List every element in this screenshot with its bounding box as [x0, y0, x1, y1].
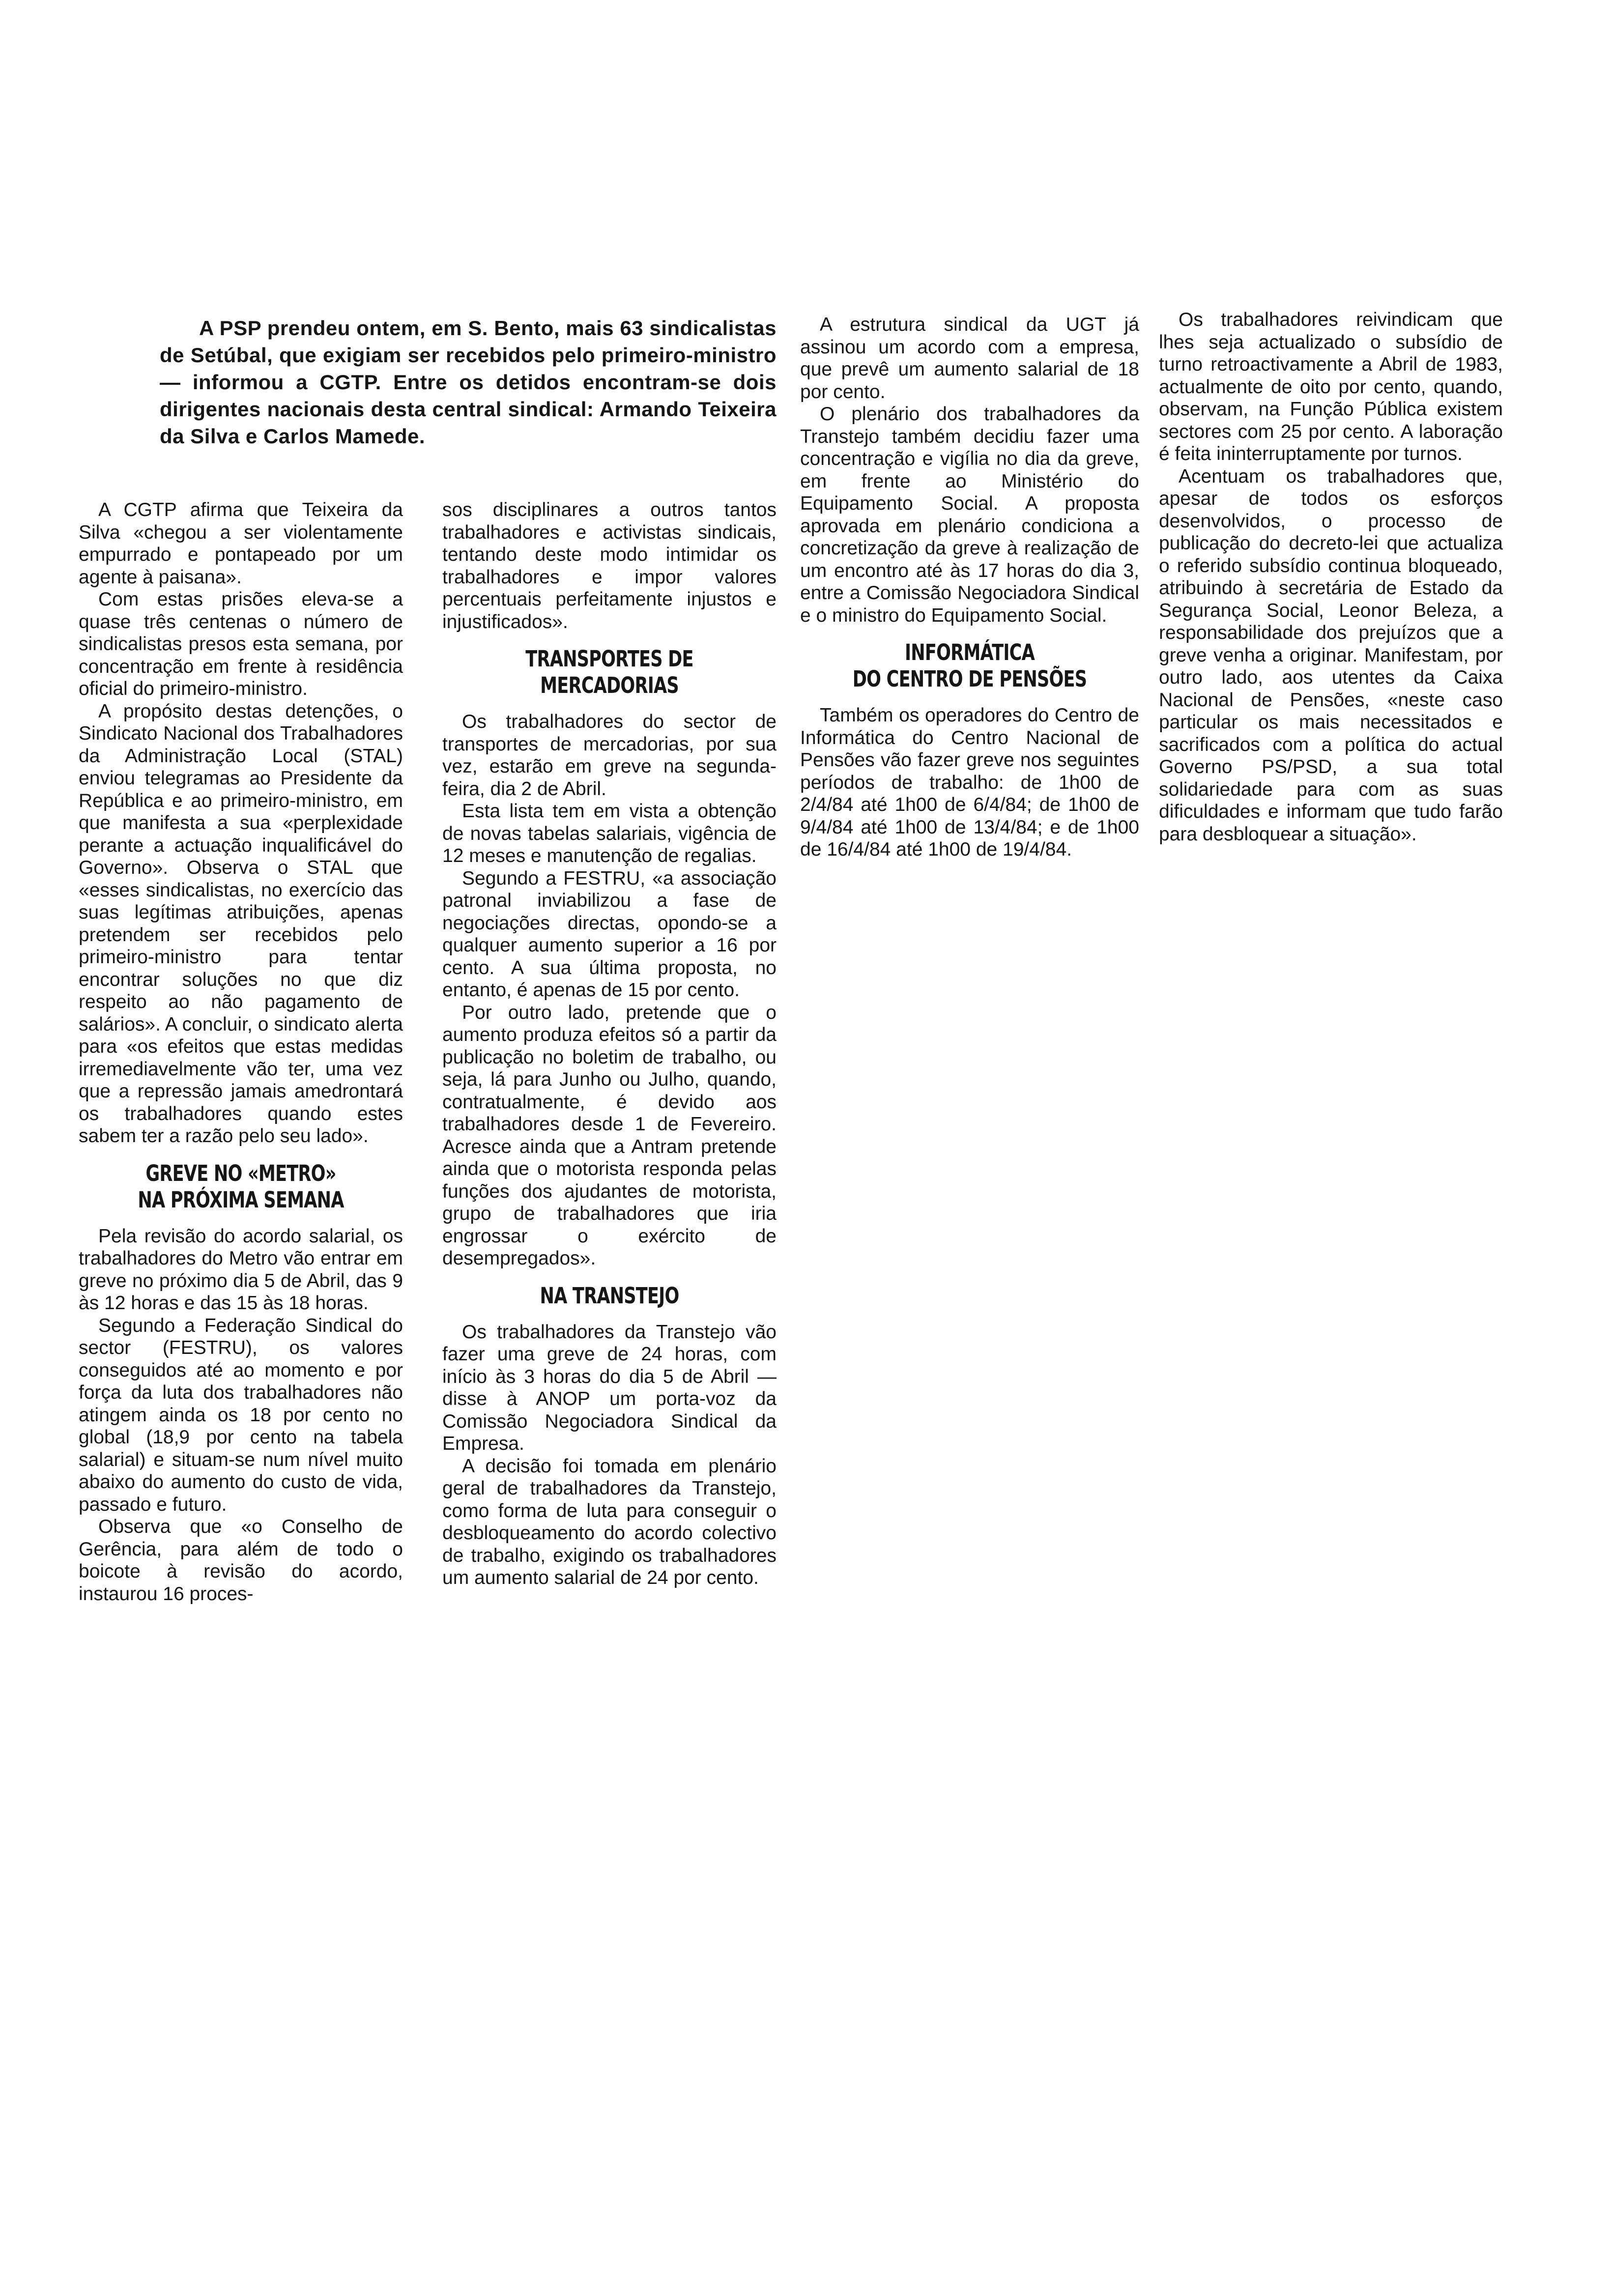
paragraph: A propósito destas detenções, o Sindicato Nacional dos Trabalhadores da Administração Local (STAL) enviou telegramas ao Presidente da República e ao primeiro-ministro, em que manifesta a sua «perplexidade perante a actuação inqualificável do Governo». Observa o STAL que «esses sindicalistas, no exercício das suas legítimas atribuições, apenas pretendem ser recebidos pelo primeiro-ministro para tentar encontrar soluções no que diz respeito ao não pagamento de salários». A concluir, o sindicato alerta para «os efeitos que estas medidas irremediavelmente vão ter, uma vez que a repressão jamais amedrontará os trabalhadores quando estes sabem ter a razão pelo seu lado». [79, 700, 403, 1147]
section-heading-informatica [837, 639, 1102, 692]
paragraph: Também os operadores do Centro de Informática do Centro Nacional de Pensões vão fazer greve nos seguintes períodos de trabalho: de 1h00 de 2/4/84 até 1h00 de 6/4/84; de 1h00 de 9/4/84 até 1h00 de 13/4/84; e de 1h00 de 16/4/84 até 1h00 de 19/4/84. [800, 705, 1139, 860]
paragraph: A CGTP afirma que Teixeira da Silva «chegou a ser violentamente empurrado e pontapeado por um agente à paisana». [79, 499, 403, 588]
section-heading-transportes [479, 646, 740, 699]
paragraph: Esta lista tem em vista a obtenção de novas tabelas salariais, vigência de 12 meses e manutenção de regalias. [442, 801, 777, 866]
paragraph: Por outro lado, pretende que o aumento produza efeitos só a partir da publicação no boletim de trabalho, ou seja, lá para Junho ou Julho, quando, contratualmente, é devido aos trabalhadores desde 1 de Fevereiro. Acresce ainda que a Antram pretende ainda que o motorista responda pelas funções dos ajudantes de motorista, grupo de trabalhadores que iria engrossar o exército de desempregados». [442, 1002, 777, 1269]
heading-line: DO CENTRO DE PENSÕES [852, 666, 1087, 692]
paragraph: O plenário dos trabalhadores da Transtejo também decidiu fazer uma concentração e vigília no dia da greve, em frente ao Ministério do Equipamento Social. A proposta aprovada em plenário condiciona a concretização da greve à realização de um encontro até às 17 horas do dia 3, entre a Comissão Negociadora Sindical e o ministro do Equipamento Social. [800, 403, 1139, 626]
heading-line: GREVE NO «METRO» [145, 1160, 336, 1186]
column-4 [1159, 309, 1503, 845]
heading-line: INFORMÁTICA [904, 639, 1035, 665]
heading-line: TRANSPORTES DE MERCADORIAS [525, 646, 693, 698]
section-heading-transtejo [479, 1283, 740, 1309]
column-3 [800, 314, 1139, 861]
column-2 [442, 499, 777, 1589]
paragraph: Com estas prisões eleva-se a quase três centenas o número de sindicalistas presos esta semana, por concentração em frente à residência oficial do primeiro-ministro. [79, 589, 403, 699]
column-1 [79, 499, 403, 1605]
paragraph: Os trabalhadores da Transtejo vão fazer uma greve de 24 horas, com início às 3 horas do dia 5 de Abril — disse à ANOP um porta-voz da Comissão Negociadora Sindical da Empresa. [442, 1321, 777, 1454]
paragraph: Segundo a FESTRU, «a associação patronal inviabilizou a fase de negociações directas, opondo-se a qualquer aumento superior a 16 por cento. A sua última proposta, no entanto, é apenas de 15 por cento. [442, 867, 777, 1001]
paragraph: Pela revisão do acordo salarial, os trabalhadores do Metro vão entrar em greve no próximo dia 5 de Abril, das 9 às 12 horas e das 15 às 18 horas. [79, 1225, 403, 1314]
lead-paragraph: A PSP prendeu ontem, em S. Bento, mais 63 sindicalistas de Setúbal, que exigiam ser recebidos pelo primeiro-ministro — informou a CGTP. Entre os detidos encontram-se dois dirigentes nacionais desta central sindical: Armando Teixeira da Silva e Carlos Mamede. [160, 316, 777, 448]
paragraph: Observa que «o Conselho de Gerência, para além de todo o boicote à revisão do acordo, instaurou 16 proces- [79, 1516, 403, 1605]
heading-line: NA TRANSTEJO [540, 1282, 679, 1309]
paragraph: Os trabalhadores do sector de transportes de mercadorias, por sua vez, estarão em greve na segunda-feira, dia 2 de Abril. [442, 711, 777, 800]
heading-line: NA PRÓXIMA SEMANA [138, 1186, 344, 1213]
paragraph: Os trabalhadores reivindicam que lhes seja actualizado o subsídio de turno retroactivamente a Abril de 1983, actualmente de oito por cento, quando, observam, na Função Pública existem sectores com 25 por cento. A laboração é feita ininterruptamente por turnos. [1159, 309, 1503, 464]
paragraph: Acentuam os trabalhadores que, apesar de todos os esforços desenvolvidos, o processo de publicação do decreto-lei que actualiza o referido subsídio continua bloqueado, atribuindo à secretária de Estado da Segurança Social, Leonor Beleza, a responsabilidade dos prejuízos que a greve venha a originar. Manifestam, por outro lado, aos utentes da Caixa Nacional de Pensões, «neste caso particular os mais necessitados e sacrificados com a política do actual Governo PS/PSD, a sua total solidariedade para com as suas dificuldades e informam que tudo farão para desbloquear a situação». [1159, 465, 1503, 845]
paragraph: Segundo a Federação Sindical do sector (FESTRU), os valores conseguidos até ao momento e por força da luta dos trabalhadores não atingem ainda os 18 por cento no global (18,9 por cento na tabela salarial) e situam-se num nível muito abaixo do aumento do custo de vida, passado e futuro. [79, 1315, 403, 1515]
paragraph: A decisão foi tomada em plenário geral de trabalhadores da Transtejo, como forma de luta para conseguir o desbloqueamento do acordo colectivo de trabalho, exigindo os trabalhadores um aumento salarial de 24 por cento. [442, 1455, 777, 1588]
section-heading-metro [115, 1160, 368, 1213]
paragraph: A estrutura sindical da UGT já assinou um acordo com a empresa, que prevê um aumento salarial de 18 por cento. [800, 314, 1139, 402]
paragraph: sos disciplinares a outros tantos trabalhadores e activistas sindicais, tentando deste modo intimidar os trabalhadores e impor valores percentuais perfeitamente injustos e injustificados». [442, 499, 777, 632]
